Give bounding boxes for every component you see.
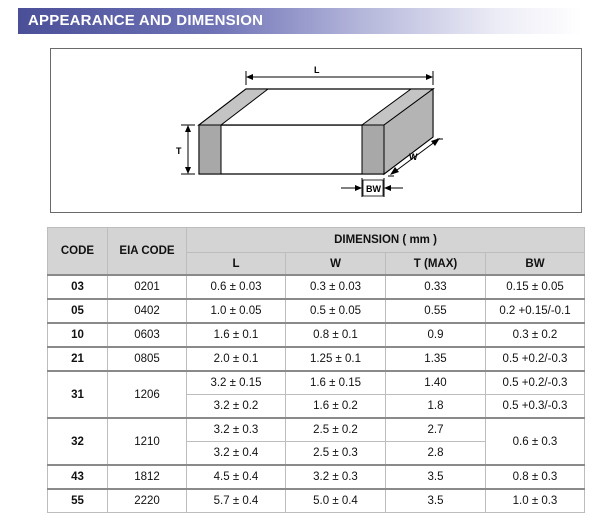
cell-w: 0.5 ± 0.05 bbox=[286, 299, 386, 323]
cell-w: 3.2 ± 0.3 bbox=[286, 465, 386, 489]
cell-w: 0.3 ± 0.03 bbox=[286, 275, 386, 299]
cell-w: 2.5 ± 0.3 bbox=[286, 442, 386, 466]
cell-bw: 1.0 ± 0.3 bbox=[486, 489, 585, 513]
cell-t: 2.8 bbox=[386, 442, 486, 466]
cell-t: 1.8 bbox=[386, 395, 486, 419]
cell-eia-code: 1812 bbox=[108, 465, 187, 489]
cell-t: 0.9 bbox=[386, 323, 486, 347]
label-BW: BW bbox=[366, 184, 381, 194]
label-T: T bbox=[176, 146, 182, 156]
header-bw: BW bbox=[486, 253, 585, 276]
header-l: L bbox=[187, 253, 286, 276]
section-title: APPEARANCE AND DIMENSION bbox=[28, 12, 264, 29]
table-row bbox=[48, 371, 585, 395]
cell-code: 21 bbox=[48, 347, 108, 371]
cell-t: 3.5 bbox=[386, 465, 486, 489]
cell-eia-code: 1206 bbox=[108, 371, 187, 418]
cell-bw: 0.2 +0.15/-0.1 bbox=[486, 299, 585, 323]
table-row bbox=[48, 489, 585, 513]
chip-capacitor-drawing bbox=[51, 49, 581, 212]
cell-l: 2.0 ± 0.1 bbox=[187, 347, 286, 371]
header-w: W bbox=[286, 253, 386, 276]
cell-bw: 0.15 ± 0.05 bbox=[486, 275, 585, 299]
header-t-max: T (MAX) bbox=[386, 253, 486, 276]
cell-l: 1.0 ± 0.05 bbox=[187, 299, 286, 323]
cell-w: 0.8 ± 0.1 bbox=[286, 323, 386, 347]
cell-w: 2.5 ± 0.2 bbox=[286, 418, 386, 442]
cell-eia-code: 0603 bbox=[108, 323, 187, 347]
cell-code: 43 bbox=[48, 465, 108, 489]
cell-bw: 0.5 +0.2/-0.3 bbox=[486, 347, 585, 371]
cell-l: 3.2 ± 0.15 bbox=[187, 371, 286, 395]
cell-bw: 0.5 +0.3/-0.3 bbox=[486, 395, 585, 419]
cell-eia-code: 0201 bbox=[108, 275, 187, 299]
table-row bbox=[48, 418, 585, 442]
header-code: CODE bbox=[48, 228, 108, 276]
label-L: L bbox=[314, 65, 320, 75]
cell-eia-code: 1210 bbox=[108, 418, 187, 465]
label-W: W bbox=[409, 152, 418, 162]
cell-t: 1.35 bbox=[386, 347, 486, 371]
cell-bw: 0.3 ± 0.2 bbox=[486, 323, 585, 347]
table-row bbox=[48, 347, 585, 371]
table-row bbox=[48, 465, 585, 489]
cell-l: 3.2 ± 0.4 bbox=[187, 442, 286, 466]
cell-bw: 0.8 ± 0.3 bbox=[486, 465, 585, 489]
cell-eia-code: 2220 bbox=[108, 489, 187, 513]
dimension-figure bbox=[50, 48, 582, 213]
cell-eia-code: 0402 bbox=[108, 299, 187, 323]
cell-code: 32 bbox=[48, 418, 108, 465]
cell-l: 4.5 ± 0.4 bbox=[187, 465, 286, 489]
cell-w: 1.25 ± 0.1 bbox=[286, 347, 386, 371]
cell-code: 31 bbox=[48, 371, 108, 418]
cell-l: 3.2 ± 0.2 bbox=[187, 395, 286, 419]
dimension-table bbox=[47, 227, 585, 513]
cell-t: 3.5 bbox=[386, 489, 486, 513]
table-row bbox=[48, 299, 585, 323]
cell-l: 1.6 ± 0.1 bbox=[187, 323, 286, 347]
header-dimension: DIMENSION ( mm ) bbox=[187, 228, 585, 253]
cell-code: 05 bbox=[48, 299, 108, 323]
cell-code: 55 bbox=[48, 489, 108, 513]
cell-code: 03 bbox=[48, 275, 108, 299]
cell-t: 0.33 bbox=[386, 275, 486, 299]
cell-t: 1.40 bbox=[386, 371, 486, 395]
cell-bw: 0.6 ± 0.3 bbox=[486, 418, 585, 465]
cell-eia-code: 0805 bbox=[108, 347, 187, 371]
cell-bw: 0.5 +0.2/-0.3 bbox=[486, 371, 585, 395]
table-row bbox=[48, 323, 585, 347]
table-row bbox=[48, 275, 585, 299]
cell-l: 5.7 ± 0.4 bbox=[187, 489, 286, 513]
section-banner bbox=[18, 8, 582, 34]
cell-l: 3.2 ± 0.3 bbox=[187, 418, 286, 442]
cell-t: 2.7 bbox=[386, 418, 486, 442]
cell-w: 5.0 ± 0.4 bbox=[286, 489, 386, 513]
cell-w: 1.6 ± 0.15 bbox=[286, 371, 386, 395]
cell-t: 0.55 bbox=[386, 299, 486, 323]
cell-w: 1.6 ± 0.2 bbox=[286, 395, 386, 419]
cell-l: 0.6 ± 0.03 bbox=[187, 275, 286, 299]
header-eia-code: EIA CODE bbox=[108, 228, 187, 276]
cell-code: 10 bbox=[48, 323, 108, 347]
